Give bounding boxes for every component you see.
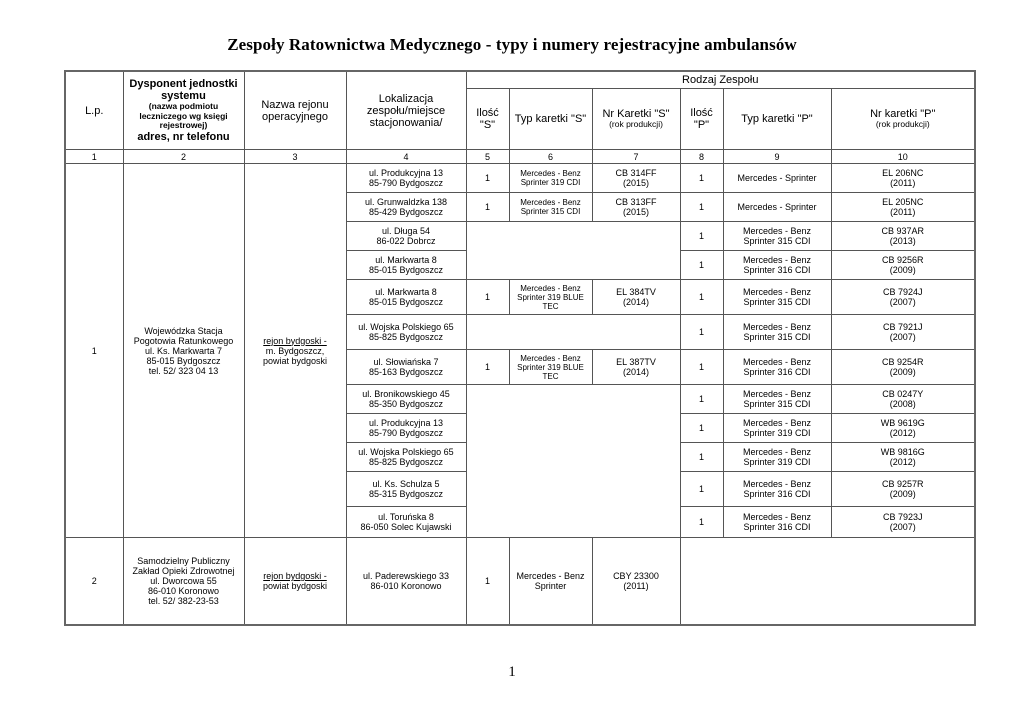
nr-p-cell (831, 507, 975, 538)
ambulance-table-wrapper (64, 70, 976, 626)
nr-s-line: (2015) (622, 207, 649, 217)
ilosc-s-cell (466, 164, 509, 193)
ilosc-p-cell (680, 164, 723, 193)
header-nr-s-sub: (rok produkcji) (609, 119, 663, 130)
nr-p-line: (2012) (889, 457, 916, 467)
nr-p-line: CB 9254R (881, 357, 924, 367)
typ-p-cell (723, 443, 831, 472)
empty-s-cell (466, 222, 680, 280)
empty-s-cell (466, 385, 680, 538)
column-number (680, 150, 723, 164)
ilosc-p-cell (680, 193, 723, 222)
typ-p-cell (723, 251, 831, 280)
column-number (466, 150, 509, 164)
column-number (346, 150, 466, 164)
typ-s-line: TEC (542, 301, 559, 311)
lokalizacja-line: 85-350 Bydgoszcz (368, 399, 444, 409)
typ-p-line: Sprinter 315 CDI (743, 332, 811, 342)
dysponent-line: Zakład Opieki Zdrowotnej (132, 566, 235, 576)
typ-p-line: Sprinter 316 CDI (743, 522, 811, 532)
typ-p-cell (723, 414, 831, 443)
ilosc-p-value: 1 (698, 484, 704, 494)
ambulance-table (64, 70, 976, 626)
nr-s-cell (592, 538, 680, 626)
lokalizacja-line: 85-015 Bydgoszcz (368, 297, 444, 307)
lokalizacja-line: ul. Wojska Polskiego 65 (358, 447, 454, 457)
column-number-text: 5 (484, 151, 490, 162)
column-number (723, 150, 831, 164)
nr-s-cell (592, 350, 680, 385)
ilosc-s-value: 1 (484, 362, 490, 372)
header-dysponent (123, 71, 244, 150)
lokalizacja-line: 86-050 Solec Kujawski (360, 522, 452, 532)
header-nr-p (831, 89, 975, 150)
column-number-text: 6 (547, 151, 553, 162)
group-lp-text: 2 (91, 576, 97, 586)
typ-s-line: Sprinter 319 BLUE (517, 362, 584, 372)
nr-p-cell (831, 414, 975, 443)
nr-s-line: CB 314FF (615, 168, 657, 178)
typ-p-cell (723, 350, 831, 385)
column-number-text: 8 (698, 151, 704, 162)
nr-p-line: WB 9619G (880, 418, 925, 428)
nr-p-line: (2007) (889, 332, 916, 342)
lokalizacja-line: 85-790 Bydgoszcz (368, 178, 444, 188)
nr-s-line: CB 313FF (615, 197, 657, 207)
typ-s-line: Sprinter 315 CDI (520, 207, 581, 216)
nr-p-line: CB 0247Y (882, 389, 924, 399)
header-ilosc-p (680, 89, 723, 150)
lokalizacja-line: 85-825 Bydgoszcz (368, 457, 444, 467)
ilosc-p-value: 1 (698, 517, 704, 527)
header-nr-s (592, 89, 680, 150)
nr-p-cell (831, 193, 975, 222)
typ-p-line: Mercedes - Benz (742, 287, 812, 297)
column-number-text: 7 (633, 151, 639, 162)
column-number (244, 150, 346, 164)
ilosc-p-cell (680, 315, 723, 350)
rejon-line: powiat bydgoski (262, 355, 328, 366)
ilosc-p-cell (680, 472, 723, 507)
header-typ-p (723, 89, 831, 150)
lokalizacja-line: ul. Bronikowskiego 45 (362, 389, 450, 399)
nr-p-line: CB 937AR (881, 226, 925, 236)
header-typ-p-text: Typ karetki "P" (741, 113, 813, 125)
typ-p-line: Sprinter 316 CDI (743, 265, 811, 275)
lokalizacja-line: ul. Wojska Polskiego 65 (358, 322, 454, 332)
header-row (65, 71, 975, 89)
typ-p-cell (723, 385, 831, 414)
typ-s-line: Sprinter 319 CDI (520, 178, 581, 187)
group-lp (65, 538, 123, 626)
dysponent-line: 86-010 Koronowo (147, 586, 220, 596)
column-number (592, 150, 680, 164)
typ-p-cell (723, 280, 831, 315)
group-dysponent (123, 538, 244, 626)
header-rodzaj-text: Rodzaj Zespołu (682, 74, 759, 86)
typ-p-line: Mercedes - Benz (742, 512, 812, 522)
ilosc-p-value: 1 (698, 292, 704, 302)
nr-p-line: (2011) (890, 178, 916, 188)
nr-p-line: (2008) (889, 399, 916, 409)
rejon-line: m. Bydgoszcz, (265, 345, 325, 356)
column-number (65, 150, 123, 164)
ilosc-s-cell (466, 350, 509, 385)
nr-p-line: (2012) (889, 428, 916, 438)
typ-p-line: Mercedes - Benz (742, 479, 812, 489)
table-row (65, 164, 975, 193)
dysponent-line: ul. Ks. Markwarta 7 (144, 345, 223, 356)
group-lp-text: 1 (91, 345, 97, 356)
lokalizacja-line: ul. Produkcyjna 13 (368, 418, 444, 428)
rejon-link-text: rejon bydgoski - (263, 335, 327, 346)
rejon-line: powiat bydgoski (262, 581, 328, 591)
empty-s-cell (466, 315, 680, 350)
lokalizacja-line: 85-825 Bydgoszcz (368, 332, 444, 342)
nr-p-cell (831, 164, 975, 193)
ilosc-p-cell (680, 350, 723, 385)
nr-p-cell (831, 350, 975, 385)
typ-p-cell (723, 222, 831, 251)
typ-p-cell (723, 472, 831, 507)
nr-p-line: CB 7924J (882, 287, 923, 297)
nr-p-line: CB 7921J (882, 322, 923, 332)
lokalizacja-cell (346, 443, 466, 472)
nr-p-line: (2007) (889, 297, 916, 307)
lokalizacja-cell (346, 193, 466, 222)
ilosc-s-value: 1 (484, 202, 490, 212)
lokalizacja-line: ul. Toruńska 8 (378, 512, 434, 522)
nr-p-cell (831, 385, 975, 414)
lokalizacja-line: 85-163 Bydgoszcz (368, 367, 444, 377)
ilosc-p-cell (680, 414, 723, 443)
ilosc-p-cell (680, 443, 723, 472)
lokalizacja-line: 85-790 Bydgoszcz (368, 428, 444, 438)
header-dysponent-title: Dysponent jednostki systemu (129, 78, 238, 103)
typ-s-cell (509, 164, 592, 193)
header-rejon (244, 71, 346, 150)
ilosc-p-cell (680, 507, 723, 538)
header-dysponent-sub: (nazwa podmiotu leczniczego wg księgi rejestrowej) (139, 101, 228, 131)
lokalizacja-line: ul. Produkcyjna 13 (368, 168, 444, 178)
group-lp (65, 164, 123, 538)
typ-s-line: Sprinter 319 BLUE (517, 292, 584, 302)
typ-p-cell (723, 164, 831, 193)
ilosc-p-value: 1 (698, 452, 704, 462)
ilosc-s-value: 1 (484, 576, 490, 586)
nr-s-line: (2014) (622, 297, 649, 307)
dysponent-line: Wojewódzka Stacja (144, 325, 223, 336)
typ-s-line: TEC (542, 371, 559, 381)
nr-s-line: (2015) (622, 178, 649, 188)
nr-s-line: (2011) (623, 581, 649, 591)
typ-s-cell (509, 350, 592, 385)
lokalizacja-line: 85-429 Bydgoszcz (368, 207, 444, 217)
dysponent-line: 85-015 Bydgoszcz (146, 355, 221, 366)
ilosc-p-value: 1 (698, 202, 704, 212)
ilosc-p-value: 1 (698, 362, 704, 372)
typ-p-line: Sprinter 315 CDI (743, 236, 811, 246)
ilosc-s-value: 1 (484, 292, 490, 302)
nr-p-line: (2013) (889, 236, 916, 246)
ilosc-p-value: 1 (698, 231, 704, 241)
dysponent-line: ul. Dworcowa 55 (150, 576, 217, 586)
column-number (123, 150, 244, 164)
nr-s-line: CBY 23300 (613, 571, 659, 581)
column-number-text: 10 (897, 151, 908, 162)
ilosc-s-cell (466, 538, 509, 626)
typ-p-line: Sprinter 316 CDI (743, 489, 811, 499)
ilosc-p-value: 1 (698, 173, 704, 183)
lokalizacja-line: 86-022 Dobrcz (376, 236, 436, 246)
typ-p-line: Mercedes - Benz (742, 357, 812, 367)
column-number-text: 4 (403, 151, 409, 162)
header-rejon-text: Nazwa rejonu operacyjnego (261, 98, 329, 123)
typ-p-line: Mercedes - Benz (742, 255, 812, 265)
nr-p-line: EL 206NC (882, 168, 924, 178)
ilosc-s-value: 1 (484, 173, 490, 183)
lokalizacja-line: 85-015 Bydgoszcz (368, 265, 444, 275)
nr-s-line: EL 387TV (616, 357, 656, 367)
ilosc-p-cell (680, 280, 723, 315)
header-lp-text: L.p. (85, 104, 104, 117)
lokalizacja-cell (346, 222, 466, 251)
dysponent-line: tel. 52/ 382-23-53 (148, 596, 219, 606)
header-ilosc-p-text: Ilość "P" (690, 107, 713, 131)
nr-p-line: WB 9816G (880, 447, 925, 457)
document-title: Zespoły Ratownictwa Medycznego - typy i numery rejestracyjne ambulansów (227, 35, 797, 54)
nr-s-cell (592, 193, 680, 222)
typ-p-cell (723, 315, 831, 350)
lokalizacja-line: ul. Paderewskiego 33 (362, 571, 450, 581)
typ-s-line: Mercedes - Benz (520, 353, 581, 363)
header-dysponent-address: adres, nr telefonu (137, 130, 230, 143)
column-number (831, 150, 975, 164)
header-lp (65, 71, 123, 150)
typ-p-line: Sprinter 315 CDI (743, 399, 811, 409)
nr-p-cell (831, 443, 975, 472)
header-lokalizacja (346, 71, 466, 150)
nr-p-cell (831, 251, 975, 280)
ilosc-p-value: 1 (698, 327, 704, 337)
lokalizacja-line: ul. Długa 54 (381, 226, 431, 236)
typ-s-cell (509, 280, 592, 315)
nr-p-line: EL 205NC (882, 197, 924, 207)
dysponent-line: tel. 52/ 323 04 13 (148, 365, 219, 376)
group-rejon (244, 164, 346, 538)
nr-p-cell (831, 222, 975, 251)
lokalizacja-line: ul. Markwarta 8 (375, 287, 437, 297)
lokalizacja-cell (346, 350, 466, 385)
typ-p-line: Sprinter 316 CDI (743, 367, 811, 377)
lokalizacja-cell (346, 315, 466, 350)
header-nr-p-text: Nr karetki "P" (870, 108, 936, 121)
typ-p-line: Sprinter 319 CDI (743, 428, 811, 438)
typ-p-line: Mercedes - Benz (742, 226, 812, 236)
lokalizacja-cell (346, 251, 466, 280)
nr-p-line: (2009) (889, 367, 916, 377)
lokalizacja-line: ul. Grunwaldzka 138 (364, 197, 448, 207)
header-ilosc-s-text: Ilość "S" (476, 107, 499, 131)
dysponent-line: Pogotowia Ratunkowego (133, 335, 234, 346)
typ-p-line: Mercedes - Sprinter (737, 173, 817, 183)
typ-s-cell (509, 193, 592, 222)
lokalizacja-cell (346, 507, 466, 538)
typ-s-line: Mercedes - Benz (520, 283, 581, 293)
group-dysponent (123, 164, 244, 538)
nr-p-cell (831, 280, 975, 315)
typ-p-line: Sprinter 319 CDI (743, 457, 811, 467)
lokalizacja-cell (346, 280, 466, 315)
nr-s-line: EL 384TV (616, 287, 656, 297)
nr-p-cell (831, 472, 975, 507)
lokalizacja-line: ul. Markwarta 8 (375, 255, 437, 265)
typ-p-line: Mercedes - Sprinter (737, 202, 817, 212)
ilosc-s-cell (466, 193, 509, 222)
column-number-text: 9 (774, 151, 780, 162)
nr-s-cell (592, 164, 680, 193)
lokalizacja-cell (346, 385, 466, 414)
typ-p-line: Mercedes - Benz (742, 322, 812, 332)
lokalizacja-line: ul. Ks. Schulza 5 (372, 479, 440, 489)
nr-p-line: CB 9256R (881, 255, 924, 265)
ilosc-p-value: 1 (698, 394, 704, 404)
ilosc-p-value: 1 (698, 260, 704, 270)
group-rejon (244, 538, 346, 626)
column-number-text: 2 (180, 151, 186, 162)
column-number (509, 150, 592, 164)
header-lokalizacja-text: Lokalizacja zespołu/miejsce stacjonowania/ (366, 92, 446, 129)
table-row (65, 538, 975, 626)
lokalizacja-cell (346, 472, 466, 507)
typ-p-cell (723, 507, 831, 538)
dysponent-line: Samodzielny Publiczny (137, 556, 230, 566)
header-typ-s-text: Typ karetki "S" (514, 113, 587, 125)
header-nr-p-sub: (rok produkcji) (875, 119, 930, 130)
typ-s-line: Sprinter (534, 581, 567, 591)
column-number-text: 3 (292, 151, 298, 162)
lokalizacja-line: ul. Słowiańska 7 (373, 357, 439, 367)
typ-p-line: Sprinter 315 CDI (743, 297, 811, 307)
typ-s-line: Mercedes - Benz (520, 169, 581, 178)
header-typ-s (509, 89, 592, 150)
typ-s-line: Mercedes - Benz (520, 198, 581, 207)
ilosc-p-cell (680, 222, 723, 251)
lokalizacja-cell (346, 414, 466, 443)
typ-s-line: Mercedes - Benz (516, 571, 585, 581)
lokalizacja-line: 85-315 Bydgoszcz (368, 489, 444, 499)
typ-p-line: Mercedes - Benz (742, 418, 812, 428)
nr-p-line: (2009) (889, 265, 916, 275)
typ-p-cell (723, 193, 831, 222)
nr-s-line: (2014) (622, 367, 649, 377)
lokalizacja-line: 86-010 Koronowo (370, 581, 442, 591)
header-nr-s-text: Nr Karetki "S" (602, 108, 670, 121)
typ-p-line: Mercedes - Benz (742, 389, 812, 399)
nr-s-cell (592, 280, 680, 315)
typ-s-cell (509, 538, 592, 626)
nr-p-line: CB 7923J (882, 512, 923, 522)
nr-p-cell (831, 315, 975, 350)
lokalizacja-cell (346, 164, 466, 193)
nr-p-line: (2009) (889, 489, 916, 499)
ilosc-s-cell (466, 280, 509, 315)
ilosc-p-cell (680, 385, 723, 414)
typ-p-line: Mercedes - Benz (742, 447, 812, 457)
column-number-text: 1 (91, 151, 97, 162)
header-rodzaj (466, 71, 975, 89)
nr-p-line: (2007) (889, 522, 916, 532)
nr-p-line: (2011) (890, 207, 916, 217)
empty-p-cell (680, 538, 975, 626)
ilosc-p-cell (680, 251, 723, 280)
page-number: 1 (508, 664, 516, 680)
column-number-row (65, 150, 975, 164)
nr-p-line: CB 9257R (881, 479, 924, 489)
ilosc-p-value: 1 (698, 423, 704, 433)
lokalizacja-cell (346, 538, 466, 626)
rejon-link-text: rejon bydgoski - (263, 571, 327, 581)
header-ilosc-s (466, 89, 509, 150)
